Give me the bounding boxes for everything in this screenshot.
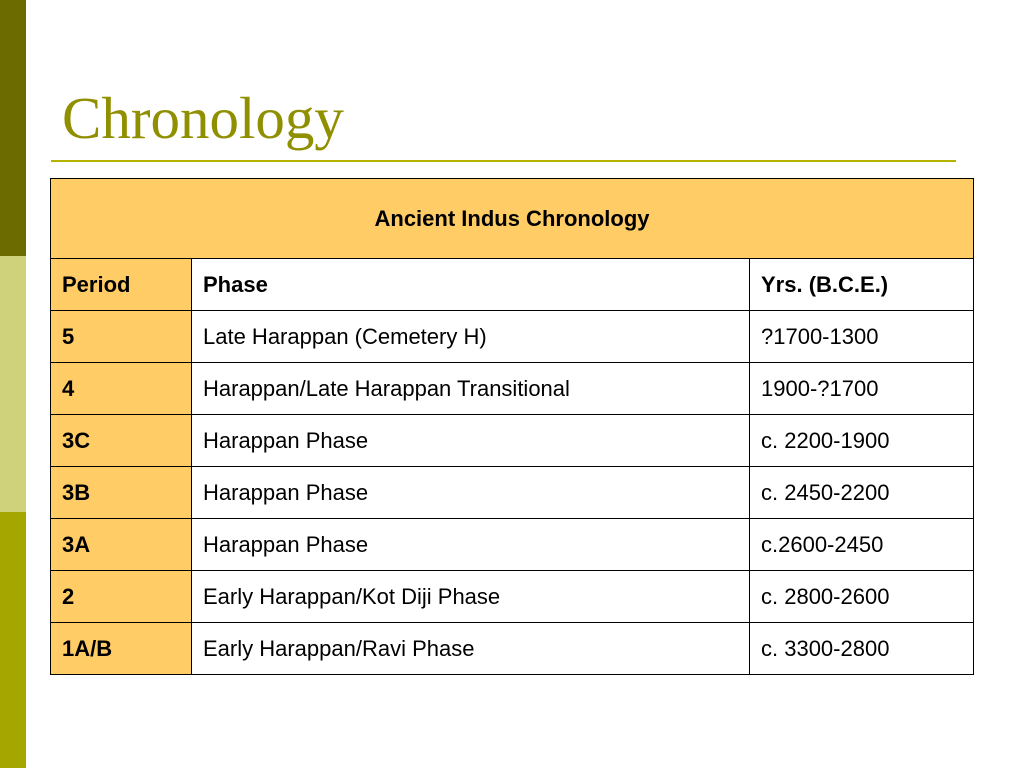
slide-title: Chronology <box>62 85 344 151</box>
header-years: Yrs. (B.C.E.) <box>750 259 974 311</box>
header-phase: Phase <box>192 259 750 311</box>
phase-cell: Harappan/Late Harappan Transitional <box>192 363 750 415</box>
sidebar-band-top <box>0 0 26 256</box>
phase-cell: Early Harappan/Ravi Phase <box>192 623 750 675</box>
sidebar-band-middle <box>0 256 26 512</box>
period-cell: 3A <box>51 519 192 571</box>
table-row <box>51 519 974 571</box>
period-cell: 2 <box>51 571 192 623</box>
phase-cell: Late Harappan (Cemetery H) <box>192 311 750 363</box>
phase-cell: Harappan Phase <box>192 467 750 519</box>
table-caption: Ancient Indus Chronology <box>51 179 974 259</box>
years-cell: c. 2800-2600 <box>750 571 974 623</box>
years-cell: c. 2200-1900 <box>750 415 974 467</box>
title-underline <box>51 160 956 162</box>
period-cell: 5 <box>51 311 192 363</box>
table-row <box>51 363 974 415</box>
phase-cell: Harappan Phase <box>192 519 750 571</box>
period-cell: 4 <box>51 363 192 415</box>
table-row <box>51 623 974 675</box>
table-row <box>51 467 974 519</box>
table-caption-row <box>51 179 974 259</box>
table-row <box>51 311 974 363</box>
years-cell: c. 2450-2200 <box>750 467 974 519</box>
table-row <box>51 571 974 623</box>
sidebar-band-bottom <box>0 512 26 768</box>
years-cell: c. 3300-2800 <box>750 623 974 675</box>
period-cell: 1A/B <box>51 623 192 675</box>
header-period: Period <box>51 259 192 311</box>
years-cell: c.2600-2450 <box>750 519 974 571</box>
table-row <box>51 415 974 467</box>
period-cell: 3B <box>51 467 192 519</box>
chronology-table <box>50 178 974 675</box>
years-cell: ?1700-1300 <box>750 311 974 363</box>
phase-cell: Early Harappan/Kot Diji Phase <box>192 571 750 623</box>
period-cell: 3C <box>51 415 192 467</box>
phase-cell: Harappan Phase <box>192 415 750 467</box>
table-header-row <box>51 259 974 311</box>
years-cell: 1900-?1700 <box>750 363 974 415</box>
